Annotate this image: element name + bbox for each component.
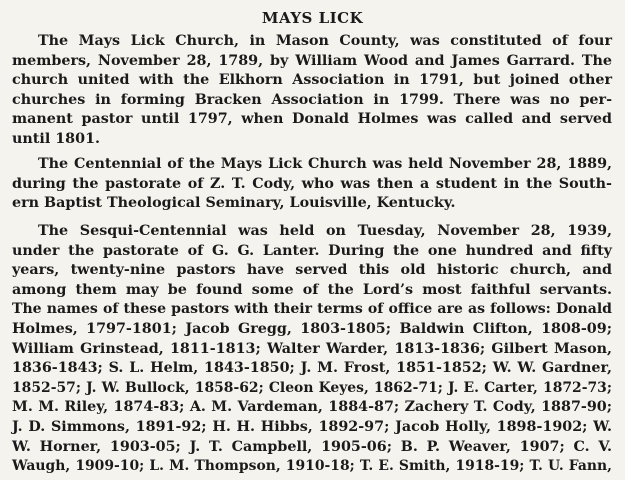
paragraph-founding	[12, 32, 612, 150]
paragraph-line: J. D. Simmons, 1891-92; H. H. Hibbs, 1892-97; Jacob Holly, 1898-1902; W.	[12, 418, 612, 435]
paragraph-line: M. M. Riley, 1874-83; A. M. Vardeman, 1884-87; Zachery T. Cody, 1887-90;	[12, 399, 612, 416]
paragraph-centennial	[12, 155, 612, 214]
paragraph-line: The names of these pastors with their terms of office are as follows: Donald	[12, 301, 612, 318]
paragraph-line: churches in forming Bracken Association in 1799. There was no per-	[12, 91, 612, 108]
paragraph-line: Waugh, 1909-10; L. M. Thompson, 1910-18; T. E. Smith, 1918-19; T. U. Fann,	[12, 458, 612, 475]
paragraph-line: years, twenty-nine pastors have served this old historic church, and	[12, 262, 612, 279]
paragraph-line: among them may be found some of the Lord’s most faithful servants.	[12, 281, 612, 298]
paragraph-line: during the pastorate of Z. T. Cody, who was then a student in the South-	[12, 175, 612, 192]
paragraph-line: ern Baptist Theological Seminary, Louisville, Kentucky.	[12, 195, 456, 212]
paragraph-line: members, November 28, 1789, by William Wood and James Garrard. The	[12, 52, 612, 69]
paragraph-line: William Grinstead, 1811-1813; Walter Warder, 1813-1836; Gilbert Mason,	[12, 340, 612, 357]
paragraph-line: church united with the Elkhorn Association in 1791, but joined other	[12, 72, 612, 89]
page-title: MAYS LICK	[261, 9, 364, 27]
paragraph-sesqui-centennial	[12, 222, 612, 477]
paragraph-line: under the pastorate of G. G. Lanter. During the one hundred and fifty	[12, 242, 612, 259]
paragraph-line: 1852-57; J. W. Bullock, 1858-62; Cleon Keyes, 1862-71; J. E. Carter, 1872-73;	[12, 379, 612, 396]
paragraph-line: until 1801.	[12, 130, 101, 147]
paragraph-line: 1836-1843; S. L. Helm, 1843-1850; J. M. Frost, 1851-1852; W. W. Gardner,	[12, 360, 612, 377]
paragraph-line: The Mays Lick Church, in Mason County, was constituted of four	[38, 33, 612, 49]
paragraph-line: The Sesqui-Centennial was held on Tuesday, November 28, 1939,	[38, 223, 612, 239]
paragraph-line: Holmes, 1797-1801; Jacob Gregg, 1803-1805; Baldwin Clifton, 1808-09;	[12, 320, 612, 337]
paragraph-line: The Centennial of the Mays Lick Church was held November 28, 1889,	[38, 156, 612, 172]
paragraph-line: W. Horner, 1903-05; J. T. Campbell, 1905-06; B. P. Weaver, 1907; C. V.	[12, 438, 612, 455]
paragraph-line: manent pastor until 1797, when Donald Holmes was called and served	[12, 111, 612, 128]
